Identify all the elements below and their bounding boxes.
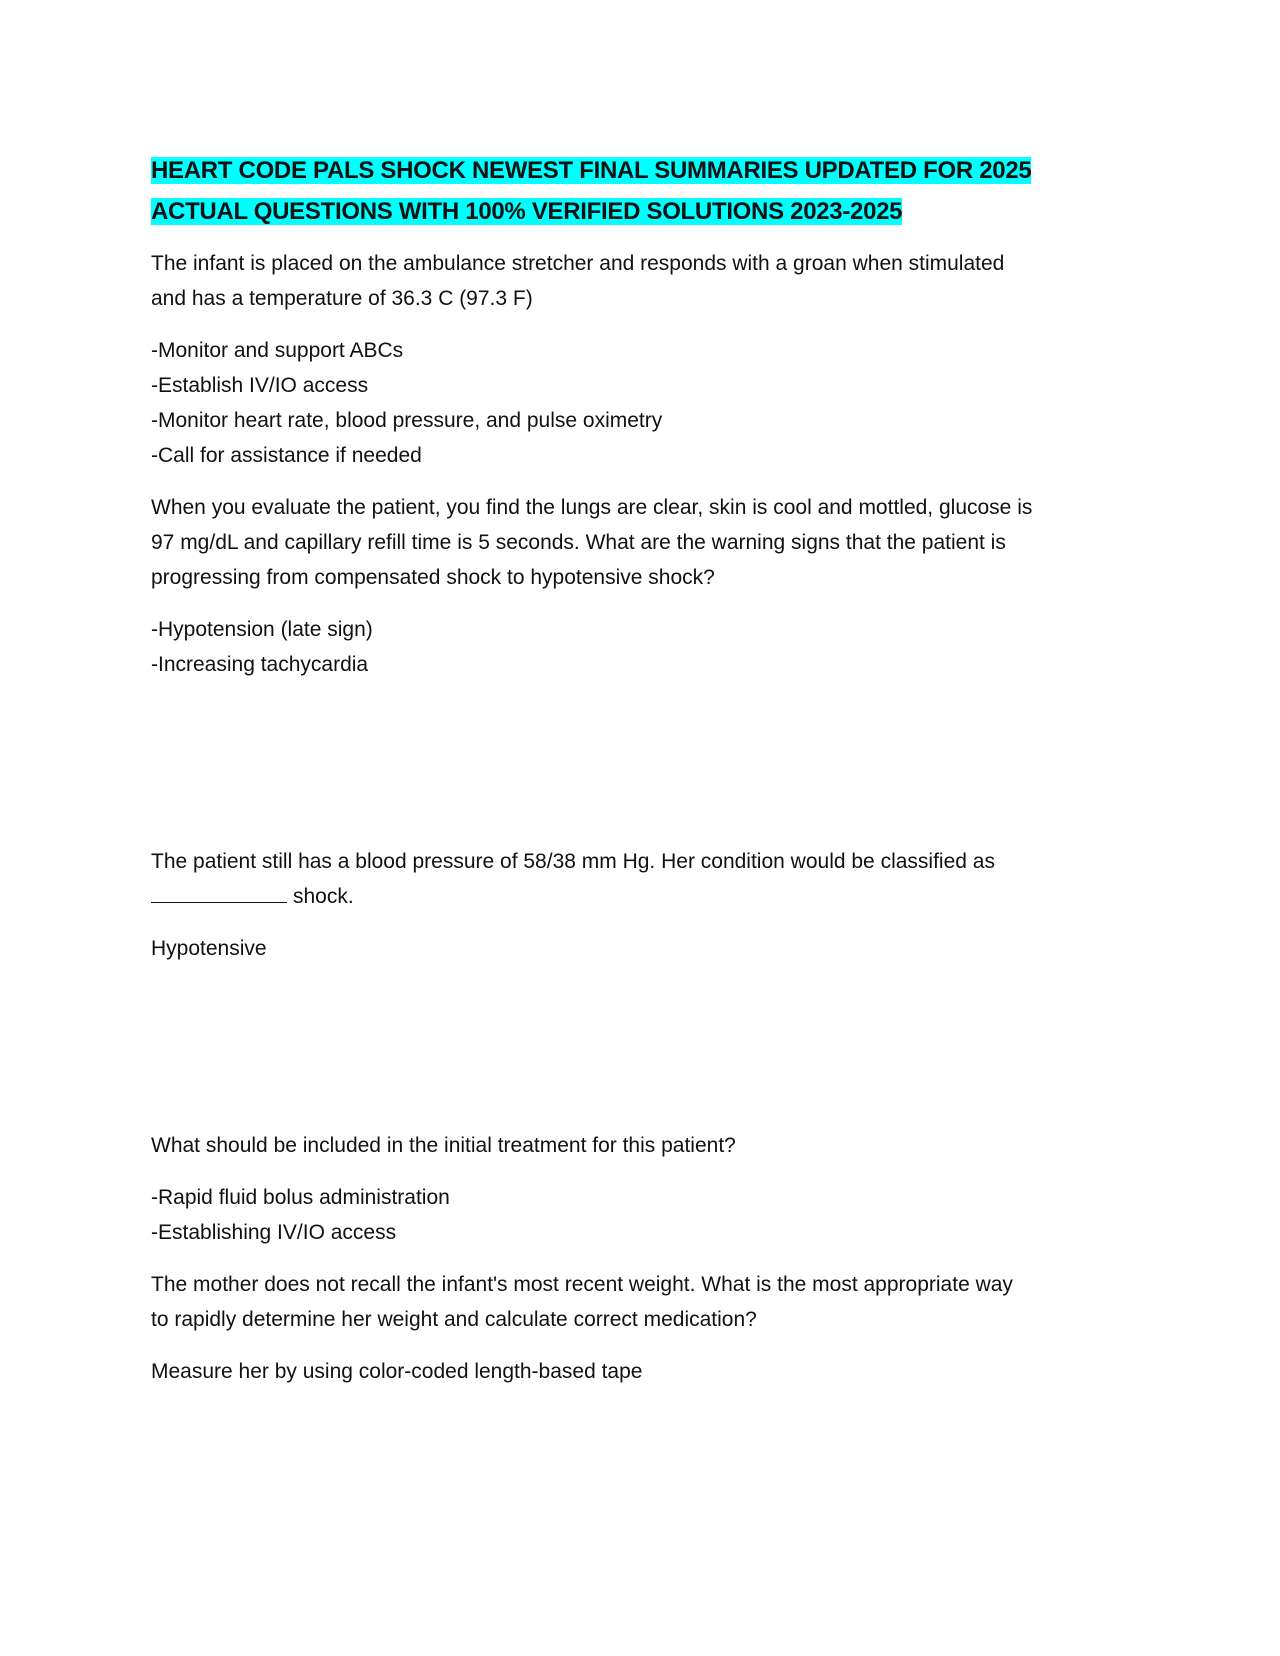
answer-1-item: -Call for assistance if needed (151, 444, 422, 467)
question-3-line-2-end: shock. (293, 885, 354, 908)
answer-4-item: -Establishing IV/IO access (151, 1221, 397, 1244)
answer-2-item: -Hypotension (late sign) (151, 618, 373, 641)
answer-3: Hypotensive (151, 937, 267, 960)
answer-2-list (151, 612, 1151, 682)
question-3-line-1: The patient still has a blood pressure of 58/38 mm Hg. Her condition would be classified as (151, 850, 995, 873)
answer-2-item: -Increasing tachycardia (151, 653, 369, 676)
document-title (151, 150, 1151, 232)
question-3 (151, 844, 1151, 914)
question-1: The infant is placed on the ambulance stretcher and responds with a groan when stimulated and has a temperature of 36.3 C (97.3 F) (151, 252, 1005, 310)
answer-1-list (151, 333, 1151, 473)
answer-1-item: -Monitor and support ABCs (151, 339, 404, 362)
answer-4-list (151, 1180, 1151, 1250)
title-line-1: HEART CODE PALS SHOCK NEWEST FINAL SUMMARIES UPDATED FOR 2025 (151, 157, 1032, 184)
question-5: The mother does not recall the infant's most recent weight. What is the most appropriate way to rapidly determine her weight and calculate correct medication? (151, 1273, 1013, 1331)
fill-in-blank (151, 882, 287, 903)
question-3-line-2 (151, 879, 1151, 914)
document-page (151, 150, 1151, 1389)
title-line-2: ACTUAL QUESTIONS WITH 100% VERIFIED SOLUTIONS 2023-2025 (151, 198, 903, 225)
question-2: When you evaluate the patient, you find the lungs are clear, skin is cool and mottled, glucose is 97 mg/dL and capillary refill time is 5 seconds. What are the warning signs that the patient is progressing from compensated shock to hypotensive shock? (151, 496, 1033, 589)
answer-4-item: -Rapid fluid bolus administration (151, 1186, 450, 1209)
answer-1-item: -Establish IV/IO access (151, 374, 369, 397)
answer-1-item: -Monitor heart rate, blood pressure, and pulse oximetry (151, 409, 663, 432)
question-4: What should be included in the initial treatment for this patient? (151, 1134, 736, 1157)
answer-5: Measure her by using color-coded length-based tape (151, 1360, 643, 1383)
